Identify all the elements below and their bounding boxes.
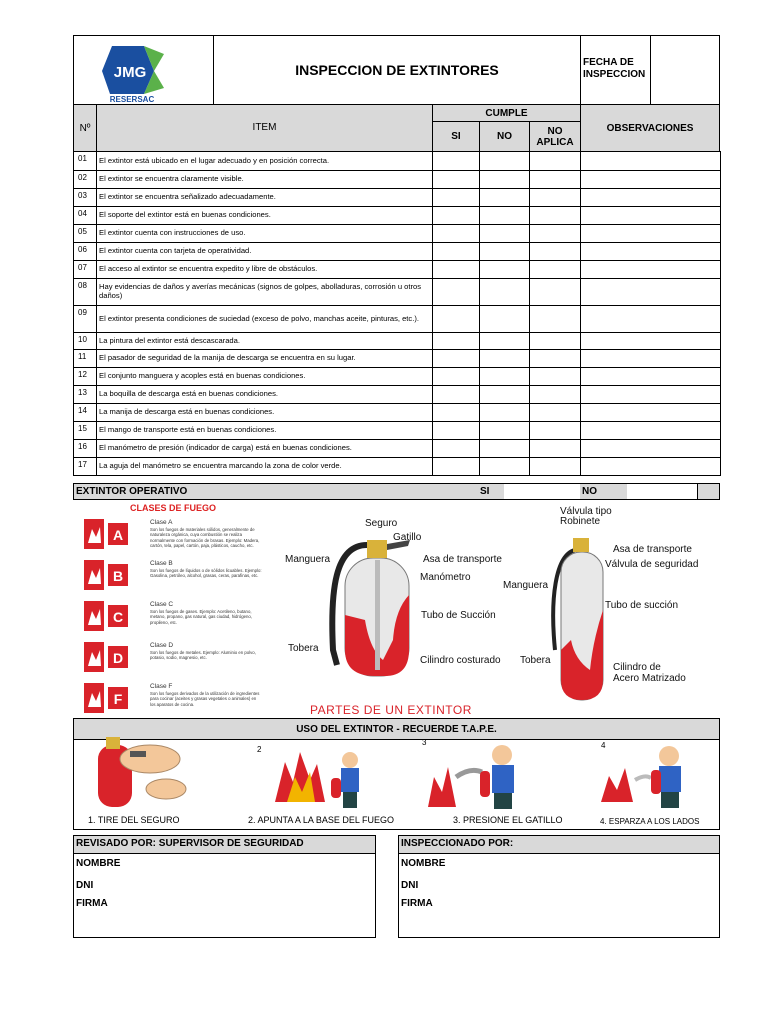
fecha-value-field[interactable] xyxy=(650,35,720,105)
table-row xyxy=(74,333,721,350)
partes-extintor-diagram xyxy=(275,500,720,720)
row-noaplica-cell[interactable] xyxy=(530,440,581,458)
row-observaciones-cell[interactable] xyxy=(581,386,721,404)
row-item-text: La aguja del manómetro se encuentra marcando la zona de color verde. xyxy=(97,458,433,476)
left-valve xyxy=(367,540,387,558)
row-si-cell[interactable] xyxy=(433,171,480,189)
row-noaplica-cell[interactable] xyxy=(530,189,581,207)
label-asa-left: Asa de transporte xyxy=(423,554,502,565)
operativo-no-label: NO xyxy=(582,486,597,497)
fire-class-letter: D xyxy=(112,650,124,666)
left-siphon-tube xyxy=(375,560,380,670)
revisado-title: REVISADO POR: SUPERVISOR DE SEGURIDAD xyxy=(74,836,375,854)
row-item-text: El extintor se encuentra claramente visible. xyxy=(97,171,433,189)
operativo-divider xyxy=(697,484,698,499)
label-tobera-right: Tobera xyxy=(520,655,551,666)
row-no-cell[interactable] xyxy=(480,243,530,261)
row-item-text: El mango de transporte está en buenas condiciones. xyxy=(97,422,433,440)
row-item-text: El pasador de seguridad de la manija de descarga se encuentra en su lugar. xyxy=(97,350,433,368)
tape-step-4-num: 4 xyxy=(601,741,606,750)
row-si-cell[interactable] xyxy=(433,243,480,261)
label-valvula-1: Válvula tipo xyxy=(560,506,612,517)
row-no-cell[interactable] xyxy=(480,225,530,243)
row-number: 06 xyxy=(74,243,97,261)
header-logo-cell xyxy=(73,35,214,105)
row-observaciones-cell[interactable] xyxy=(581,350,721,368)
tape-step-1-illustration xyxy=(90,737,190,813)
table-row xyxy=(74,189,721,207)
col-noaplica-header: NO APLICA xyxy=(529,121,581,152)
fire-class-letter: A xyxy=(112,527,124,543)
row-observaciones-cell[interactable] xyxy=(581,189,721,207)
inspeccionado-nombre-label: NOMBRE xyxy=(401,858,446,869)
fire-class-sign xyxy=(84,599,128,633)
fire-class-icon xyxy=(84,681,128,715)
fire-class-icon xyxy=(84,517,128,551)
label-cilindro-right-2: Acero Matrizado xyxy=(613,673,686,684)
row-number: 10 xyxy=(74,333,97,350)
col-item-header: ITEM xyxy=(96,104,433,152)
row-number: 13 xyxy=(74,386,97,404)
row-item-text: El extintor está ubicado en el lugar adecuado y en posición correcta. xyxy=(97,152,433,171)
operativo-si-label: SI xyxy=(480,486,490,497)
inspeccionado-dni-label: DNI xyxy=(401,880,419,891)
table-row xyxy=(74,171,721,189)
row-number: 03 xyxy=(74,189,97,207)
logo-subtext: RESERSAC xyxy=(109,95,155,104)
row-noaplica-cell[interactable] xyxy=(530,306,581,333)
label-seguro: Seguro xyxy=(365,518,398,529)
label-tubo-left: Tubo de Succión xyxy=(421,610,496,621)
label-asa-right: Asa de transporte xyxy=(613,544,692,555)
row-item-text: El conjunto manguera y acoples está en buenas condiciones. xyxy=(97,368,433,386)
row-si-cell[interactable] xyxy=(433,404,480,422)
label-valvula-2: Robinete xyxy=(560,516,601,527)
label-tubo-right: Tubo de succión xyxy=(605,600,679,611)
row-noaplica-cell[interactable] xyxy=(530,207,581,225)
row-observaciones-cell[interactable] xyxy=(581,225,721,243)
table-row xyxy=(74,225,721,243)
tape-step-3-illustration xyxy=(420,737,540,813)
row-item-text: El acceso al extintor se encuentra expedito y libre de obstáculos. xyxy=(97,261,433,279)
fire-class-name: Clase C xyxy=(150,601,174,608)
row-no-cell[interactable] xyxy=(480,350,530,368)
row-noaplica-cell[interactable] xyxy=(530,279,581,306)
col-no-header: NO xyxy=(479,121,530,152)
row-si-cell[interactable] xyxy=(433,440,480,458)
revisado-dni-label: DNI xyxy=(76,880,94,891)
row-si-cell[interactable] xyxy=(433,386,480,404)
row-number: 11 xyxy=(74,350,97,368)
table-row xyxy=(74,422,721,440)
label-cilindro-left: Cilindro costurado xyxy=(420,655,501,666)
row-si-cell[interactable] xyxy=(433,261,480,279)
revisado-box xyxy=(73,835,376,938)
tape-step-2-num: 2 xyxy=(257,745,262,754)
row-item-text: El extintor presenta condiciones de suciedad (exceso de polvo, manchas aceite, pinturas, etc.). xyxy=(97,306,433,333)
fire-class-sign xyxy=(84,558,128,592)
label-manometro: Manómetro xyxy=(420,572,471,583)
row-observaciones-cell[interactable] xyxy=(581,333,721,350)
fire-class-sign xyxy=(84,640,128,674)
extintor-operativo-row xyxy=(73,483,720,500)
fire-class-description: Son los fuegos de metales. Ejemplo: Aluminio en polvo, potasio, sodio, magnesio, etc. xyxy=(150,650,256,661)
fire-class-description: Son los fuegos de materiales sólidos, generalmente de naturaleza orgánica, cuya combustión se realiza normalmente con formación de brasas. Ejemplo: Madera, cartón, tela, papel, cartón, paja, plásticos, caucho, etc. xyxy=(150,527,260,549)
row-number: 01 xyxy=(74,152,97,171)
label-cilindro-right-1: Cilindro de xyxy=(613,662,661,673)
row-si-cell[interactable] xyxy=(433,458,480,476)
row-item-text: Hay evidencias de daños y averías mecánicas (signos de golpes, abolladuras, corrosión u otros daños) xyxy=(97,279,433,306)
row-number: 14 xyxy=(74,404,97,422)
row-si-cell[interactable] xyxy=(433,152,480,171)
inspeccionado-firma-label: FIRMA xyxy=(401,898,433,909)
row-noaplica-cell[interactable] xyxy=(530,171,581,189)
label-manguera-left: Manguera xyxy=(285,554,331,565)
table-row xyxy=(74,261,721,279)
row-number: 02 xyxy=(74,171,97,189)
tape-step-1-label: 1. TIRE DEL SEGURO xyxy=(88,815,180,825)
fire-class-letter: F xyxy=(113,691,123,707)
row-item-text: La boquilla de descarga está en buenas condiciones. xyxy=(97,386,433,404)
clases-fuego-panel xyxy=(78,503,264,715)
row-noaplica-cell[interactable] xyxy=(530,243,581,261)
fire-class-name: Clase F xyxy=(150,683,173,690)
row-noaplica-cell[interactable] xyxy=(530,261,581,279)
row-si-cell[interactable] xyxy=(433,189,480,207)
label-seguridad: Válvula de seguridad xyxy=(605,559,699,570)
fire-class-sign xyxy=(84,517,128,551)
row-observaciones-cell[interactable] xyxy=(581,279,721,306)
row-no-cell[interactable] xyxy=(480,306,530,333)
uso-extintor-title: USO DEL EXTINTOR - RECUERDE T.A.P.E. xyxy=(73,718,720,740)
fire-class-description: Son los fuegos derivados de la utilización de ingredientes para cocinar (aceites y grasas vegetales o animales) en los aparatos de cocina. xyxy=(150,691,260,707)
row-number: 12 xyxy=(74,368,97,386)
row-noaplica-cell[interactable] xyxy=(530,404,581,422)
right-valve xyxy=(573,538,589,552)
row-si-cell[interactable] xyxy=(433,422,480,440)
row-number: 07 xyxy=(74,261,97,279)
row-no-cell[interactable] xyxy=(480,422,530,440)
row-item-text: La pintura del extintor está descascarada. xyxy=(97,333,433,350)
tape-step-4-label: 4. ESPARZA A LOS LADOS xyxy=(600,817,700,826)
table-row xyxy=(74,207,721,225)
row-no-cell[interactable] xyxy=(480,279,530,306)
table-row xyxy=(74,440,721,458)
fecha-label xyxy=(580,35,651,105)
row-si-cell[interactable] xyxy=(433,279,480,306)
row-observaciones-cell[interactable] xyxy=(581,458,721,476)
row-si-cell[interactable] xyxy=(433,333,480,350)
row-observaciones-cell[interactable] xyxy=(581,440,721,458)
tape-step-2-label: 2. APUNTA A LA BASE DEL FUEGO xyxy=(248,815,395,825)
logo-text: JMG xyxy=(113,64,147,81)
inspeccionado-title: INSPECCIONADO POR: xyxy=(399,836,719,854)
row-no-cell[interactable] xyxy=(480,368,530,386)
fire-class-sign xyxy=(84,681,128,715)
row-no-cell[interactable] xyxy=(480,386,530,404)
fire-class-name: Clase B xyxy=(150,560,173,567)
row-item-text: El extintor se encuentra señalizado adecuadamente. xyxy=(97,189,433,207)
row-noaplica-cell[interactable] xyxy=(530,422,581,440)
row-no-cell[interactable] xyxy=(480,404,530,422)
fire-class-description: Son los fuegos de líquidos o de sólidos licuables. Ejemplo: Gasolina, petróleo, alcohol, grasas, ceras, parafinas, etc. xyxy=(150,568,262,579)
table-row xyxy=(74,152,721,171)
row-observaciones-cell[interactable] xyxy=(581,243,721,261)
row-observaciones-cell[interactable] xyxy=(581,404,721,422)
row-observaciones-cell[interactable] xyxy=(581,306,721,333)
row-item-text: El soporte del extintor está en buenas condiciones. xyxy=(97,207,433,225)
row-number: 05 xyxy=(74,225,97,243)
inspection-table xyxy=(73,151,721,476)
row-observaciones-cell[interactable] xyxy=(581,152,721,171)
table-row xyxy=(74,404,721,422)
col-si-header: SI xyxy=(432,121,480,152)
table-row xyxy=(74,279,721,306)
operativo-no-box[interactable] xyxy=(627,484,697,499)
row-observaciones-cell[interactable] xyxy=(581,171,721,189)
row-noaplica-cell[interactable] xyxy=(530,386,581,404)
table-row xyxy=(74,458,721,476)
row-no-cell[interactable] xyxy=(480,207,530,225)
fire-class-icon xyxy=(84,640,128,674)
row-number: 15 xyxy=(74,422,97,440)
row-noaplica-cell[interactable] xyxy=(530,225,581,243)
table-row xyxy=(74,243,721,261)
row-item-text: El extintor cuenta con tarjeta de operatividad. xyxy=(97,243,433,261)
table-row xyxy=(74,306,721,333)
fire-class-letter: C xyxy=(112,609,124,625)
row-item-text: El extintor cuenta con instrucciones de uso. xyxy=(97,225,433,243)
fire-class-description: Son los fuegos de gases. Ejemplo: Acetileno, butano, metano, propano, gas natural, gas ciudad, hidrógeno, propileno, etc. xyxy=(150,609,253,625)
jmg-logo xyxy=(74,36,213,104)
operativo-si-box[interactable] xyxy=(504,484,580,499)
label-tobera-left: Tobera xyxy=(288,643,319,654)
fire-class-letter: B xyxy=(112,568,124,584)
row-noaplica-cell[interactable] xyxy=(530,368,581,386)
row-no-cell[interactable] xyxy=(480,171,530,189)
row-observaciones-cell[interactable] xyxy=(581,261,721,279)
label-manguera-right: Manguera xyxy=(503,580,549,591)
revisado-firma-label: FIRMA xyxy=(76,898,108,909)
label-gatillo: Gatillo xyxy=(393,532,422,543)
partes-title: PARTES DE UN EXTINTOR xyxy=(310,703,472,717)
row-number: 09 xyxy=(74,306,97,333)
clases-fuego-title: CLASES DE FUEGO xyxy=(130,503,217,513)
operativo-label: EXTINTOR OPERATIVO xyxy=(76,486,188,497)
tape-step-3-label: 3. PRESIONE EL GATILLO xyxy=(453,815,563,825)
document-title: INSPECCION DE EXTINTORES xyxy=(213,35,581,105)
fire-class-name: Clase A xyxy=(150,519,173,526)
row-observaciones-cell[interactable] xyxy=(581,422,721,440)
col-cumple-header: CUMPLE xyxy=(432,104,581,122)
row-noaplica-cell[interactable] xyxy=(530,152,581,171)
table-row xyxy=(74,350,721,368)
row-no-cell[interactable] xyxy=(480,261,530,279)
row-number: 16 xyxy=(74,440,97,458)
row-si-cell[interactable] xyxy=(433,306,480,333)
row-noaplica-cell[interactable] xyxy=(530,333,581,350)
row-noaplica-cell[interactable] xyxy=(530,350,581,368)
row-item-text: La manija de descarga está en buenas condiciones. xyxy=(97,404,433,422)
row-observaciones-cell[interactable] xyxy=(581,207,721,225)
fire-class-name: Clase D xyxy=(150,642,174,649)
row-number: 08 xyxy=(74,279,97,306)
row-number: 17 xyxy=(74,458,97,476)
tape-step-2-illustration xyxy=(255,742,375,812)
revisado-nombre-label: NOMBRE xyxy=(76,858,121,869)
tape-step-4-illustration xyxy=(595,740,705,812)
row-no-cell[interactable] xyxy=(480,152,530,171)
col-num-header: Nº xyxy=(73,104,97,152)
fire-class-icon xyxy=(84,558,128,592)
fecha-label-text: FECHA DE INSPECCION xyxy=(583,57,646,80)
fire-class-icon xyxy=(84,599,128,633)
inspeccionado-box xyxy=(398,835,720,938)
row-si-cell[interactable] xyxy=(433,225,480,243)
row-si-cell[interactable] xyxy=(433,368,480,386)
row-no-cell[interactable] xyxy=(480,189,530,207)
table-row xyxy=(74,368,721,386)
tape-step-3-num: 3 xyxy=(422,738,427,747)
row-noaplica-cell[interactable] xyxy=(530,458,581,476)
row-si-cell[interactable] xyxy=(433,207,480,225)
row-no-cell[interactable] xyxy=(480,458,530,476)
row-no-cell[interactable] xyxy=(480,440,530,458)
row-si-cell[interactable] xyxy=(433,350,480,368)
row-number: 04 xyxy=(74,207,97,225)
row-item-text: El manómetro de presión (indicador de carga) está en buenas condiciones. xyxy=(97,440,433,458)
col-observaciones-header: OBSERVACIONES xyxy=(580,104,720,152)
table-row xyxy=(74,386,721,404)
row-no-cell[interactable] xyxy=(480,333,530,350)
row-observaciones-cell[interactable] xyxy=(581,368,721,386)
